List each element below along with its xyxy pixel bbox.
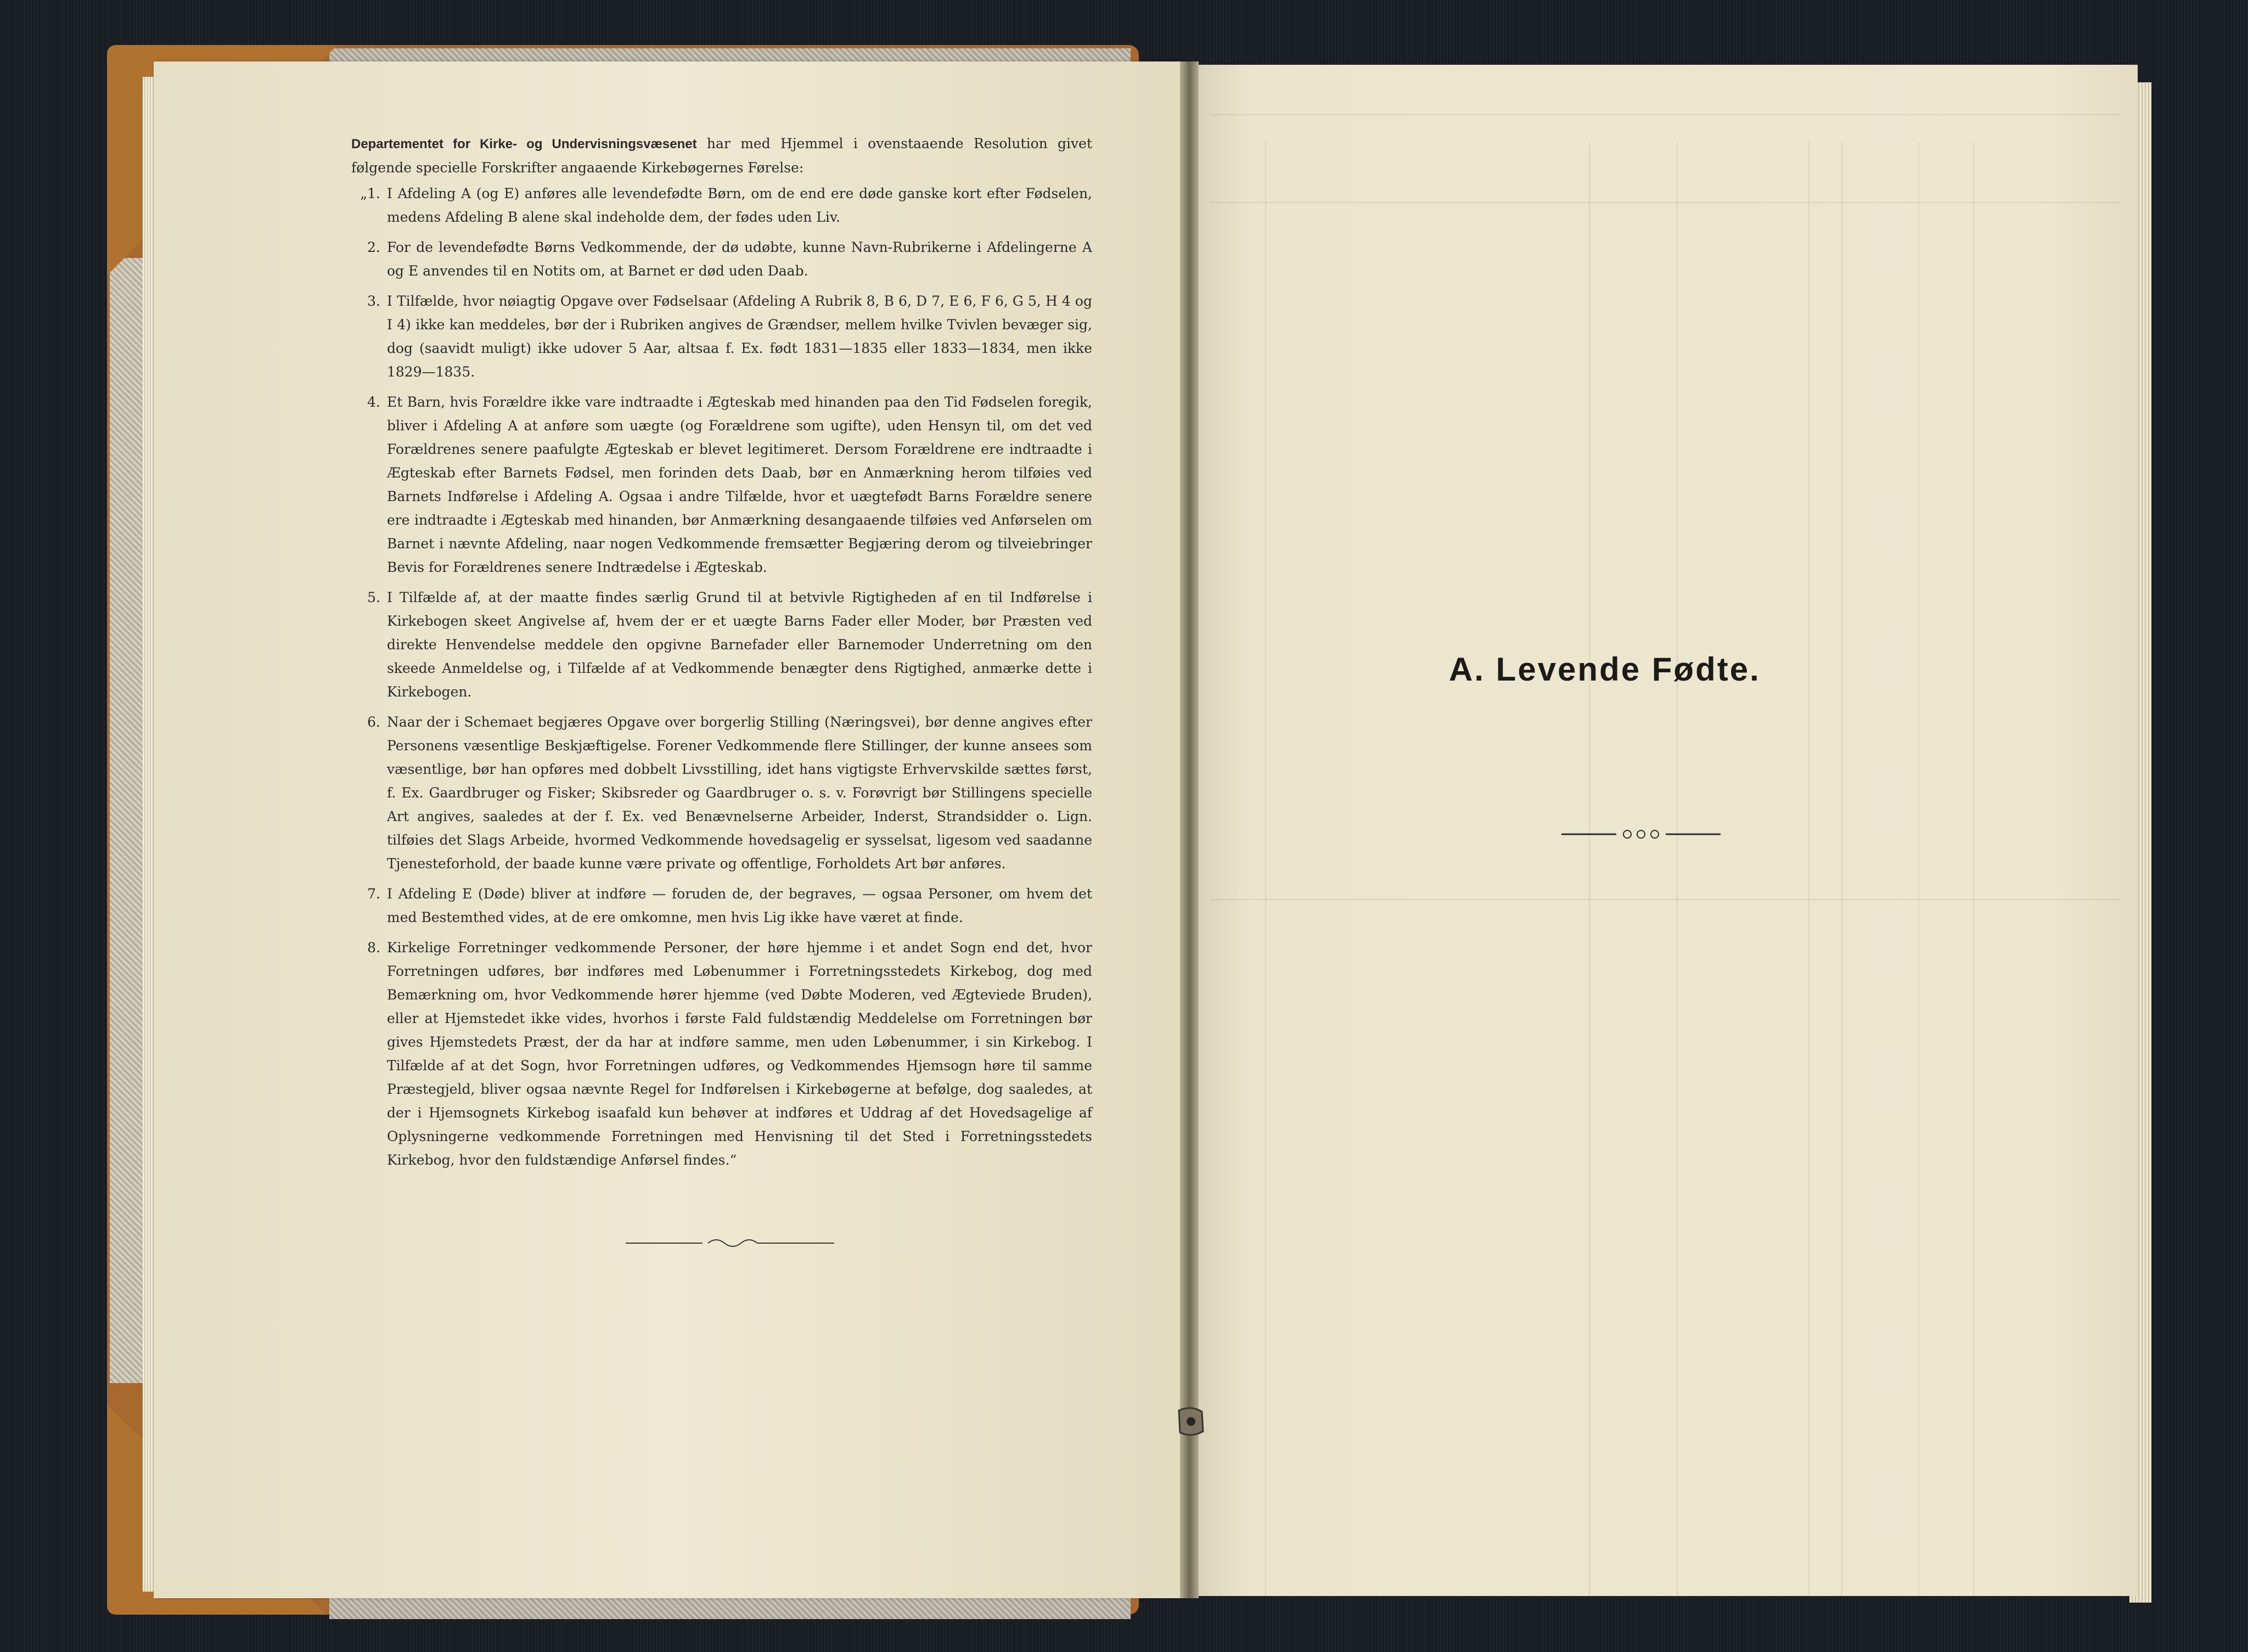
item-number: 3. xyxy=(367,293,380,309)
intro-paragraph xyxy=(351,132,1092,179)
regulation-item xyxy=(351,235,1092,283)
item-text: Et Barn, hvis Forældre ikke vare indtraadte i Ægteskab med hinanden paa den Tid Fødselen foregik, bliver i Afdeling A at anføre som uægte (og Forældrene som ugifte), uden Hensyn til, om det ved Forældrenes senere paafulgte Ægteskab er blevet legitimeret. Dersom Forældrene ere indtraadte i Ægteskab efter Barnets Fødsel, men forinden dets Daab, bør en Anmærkning herom tilføies ved Barnets Indførelse i Afdeling A. Ogsaa i andre Tilfælde, hvor et uægtefødt Barns Forældre senere ere indtraadte i Ægteskab med hinanden, bør Anmærkning desangaaende tilføies ved Anførselen om Barnet i nævnte Afdeling, naar nogen Vedkommende fremsætter Begjæring derom og tilveiebringer Bevis for Forældrenes senere Indtrædelse i Ægteskab. xyxy=(387,394,1092,575)
item-number: „1. xyxy=(360,186,380,201)
item-number: 5. xyxy=(367,589,380,605)
item-text: I Afdeling E (Døde) bliver at indføre — foruden de, der begraves, — ogsaa Personer, om hvem det med Bestemthed vides, at de ere omkomne, men hvis Lig ikke have været at finde. xyxy=(387,886,1092,925)
item-text: I Afdeling A (og E) anføres alle levendefødte Børn, om de end ere døde ganske kort efter Fødselen, medens Afdeling B alene skal indeholde dem, der fødes uden Liv. xyxy=(387,186,1092,225)
section-title: A. Levende Fødte. xyxy=(1449,651,1761,688)
regulation-item xyxy=(351,936,1092,1172)
item-number: 2. xyxy=(367,239,380,255)
spine-cloth xyxy=(110,258,143,1383)
regulation-item xyxy=(351,710,1092,875)
book-gutter xyxy=(1180,61,1199,1598)
item-number: 8. xyxy=(367,940,380,956)
item-text: I Tilfælde, hvor nøiagtig Opgave over Fødselsaar (Afdeling A Rubrik 8, B 6, D 7, E 6, F 6, G 5, H 4 og I 4) ikke kan meddeles, bør der i Rubriken angives de Grændser, mellem hvilke Tvivlen bevæger sig, dog (saavidt muligt) ikke udover 5 Aar, altsaa f. Ex. født 1831—1835 eller 1833—1834, men ikke 1829—1835. xyxy=(387,293,1092,380)
regulation-item xyxy=(351,882,1092,929)
item-text: I Tilfælde af, at der maatte findes særlig Grund til at betvivle Rigtigheden af en til Indførelse i Kirkebogen skeet Angivelse af, hvem der er et uægte Barns Fader eller Moder, bør Præsten ved direkte Henvendelse meddele den opgivne Barnefader eller Barnemoder Underretning om den skeede Anmeldelse og, i Tilfælde af at Vedkommende benægter dens Rigtighed, anmærke dette i Kirkebogen. xyxy=(387,589,1092,700)
regulation-item xyxy=(351,289,1092,384)
item-text: Naar der i Schemaet begjæres Opgave over borgerlig Stilling (Næringsvei), bør denne angives efter Personens væsentlige Beskjæftigelse. Forener Vedkommende flere Stillinger, der kunne ansees som væsentlige, bør han opføres med dobbelt Livsstilling, idet hans vigtigste Erhvervskilde sættes først, f. Ex. Gaardbruger og Fisker; Skibsreder og Gaardbruger o. s. v. Forøvrigt bør Stillingens specielle Art angives, saaledes at der f. Ex. ved Benævnelserne Arbeider, Inderst, Strandsidder o. Lign. tilføies det Slags Arbeide, hvormed Vedkommende hovedsagelig er sysselsat, ligesom ved saadanne Tjenesteforhold, der baade kunne være private og offentlige, Forholdets Art bør anføres. xyxy=(387,714,1092,872)
regulation-item xyxy=(351,390,1092,579)
item-text: Kirkelige Forretninger vedkommende Personer, der høre hjemme i et andet Sogn end det, hvor Forretningen udføres, bør indføres med Løbenummer i Forretningsstedets Kirkebog, dog med Bemærkning om, hvor Vedkommende hører hjemme (ved Døbte Moderen, ved Ægteviede Bruden), eller at Hjemstedet ikke vides, hvorhos i første Fald fuldstændig Meddelelse om Forretningen bør gives Hjemstedets Præst, der da har at indføre samme, men uden Løbenummer, i sin Kirkebog. I Tilfælde af at det Sogn, hvor Forretningen udføres, og Vedkommendes Hjemsogn høre til samme Præstegjeld, bliver ogsaa nævnte Regel for Indførelsen i Kirkebøgerne at befølge, dog saaledes, at der i Hjemsognets Kirkebog isaafald kun behøver at indføres et Uddrag af det Hovedsagelige af Oplysningerne vedkommende Forretningen med Henvisning til det Sted i Forretningsstedets Kirkebog, hvor den fuldstændige Anførsel findes.“ xyxy=(387,940,1092,1168)
item-number: 6. xyxy=(367,714,380,730)
ornament-divider-icon xyxy=(1561,826,1721,842)
item-number: 4. xyxy=(367,394,380,410)
regulation-item xyxy=(351,586,1092,704)
intro-text: har med Hjemmel i ovenstaaende Resolution givet følgende specielle Forskrifter angaaende Kirkebøgernes Førelse: xyxy=(351,136,1093,176)
binding-clasp-icon xyxy=(1174,1405,1207,1438)
department-name: Departementet for Kirke- og Undervisningsvæsenet xyxy=(351,137,697,151)
item-text: For de levendefødte Børns Vedkommende, der dø udøbte, kunne Navn-Rubrikerne i Afdelingerne A og E anvendes til en Notits om, at Barnet er død uden Daab. xyxy=(387,239,1092,279)
item-number: 7. xyxy=(367,886,380,902)
regulations-text xyxy=(351,132,1092,1178)
regulation-item xyxy=(351,182,1092,229)
ornament-divider-icon xyxy=(626,1235,834,1251)
